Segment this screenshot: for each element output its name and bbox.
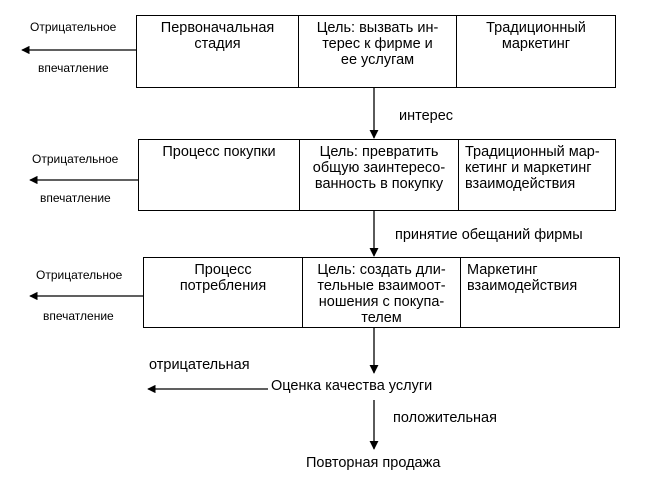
negative-label-top: Отрицательное — [30, 20, 117, 34]
stage-marketing-cell: Маркетинг взаимодействия — [460, 258, 619, 327]
negative-label-bottom: впечатление — [40, 191, 111, 205]
negative-label-top: Отрицательное — [36, 268, 123, 282]
result-label: Повторная продажа — [306, 455, 441, 471]
transition-label-1: интерес — [399, 108, 454, 124]
evaluation-negative-label: отрицательная — [149, 357, 250, 373]
stage-row-1 — [136, 15, 616, 88]
stage-name-cell: Процесс потребления — [179, 262, 267, 294]
stage-goal-cell: Цель: превратить общую заинтересо- ванность в покупку — [299, 140, 458, 210]
stage-marketing-cell: Традиционный маркетинг — [456, 16, 615, 87]
negative-label-top: Отрицательное — [32, 152, 119, 166]
transition-label-2: принятие обещаний фирмы — [395, 227, 583, 243]
stage-name-cell: Первоначальная стадия — [160, 20, 275, 52]
stage-row-2 — [138, 139, 616, 211]
stage-marketing-cell: Традиционный мар- кетинг и маркетинг взаимодействия — [458, 140, 615, 210]
stage-goal-cell: Цель: создать дли- тельные взаимоот- ношения с покупа- телем — [302, 258, 460, 327]
stage-row-3 — [143, 257, 620, 328]
evaluation-label: Оценка качества услуги — [271, 378, 433, 394]
evaluation-positive-label: положительная — [393, 410, 497, 426]
stage-name-cell: Процесс покупки — [162, 144, 276, 160]
stage-goal-cell: Цель: вызвать ин- терес к фирме и ее услугам — [298, 16, 456, 87]
negative-label-bottom: впечатление — [43, 309, 114, 323]
negative-label-bottom: впечатление — [38, 61, 109, 75]
